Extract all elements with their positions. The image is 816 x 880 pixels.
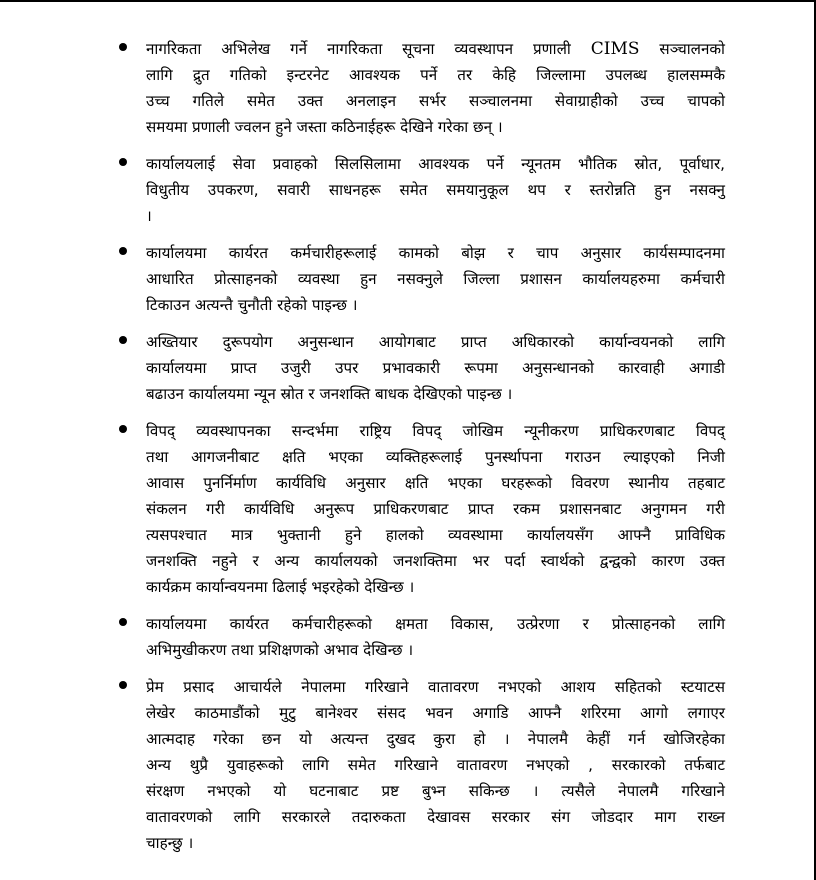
text-line: उच्च गतिले समेत उक्त अनलाइन सर्भर सञ्चालनमा सेवाग्राहीको उच्च चापको bbox=[146, 92, 725, 110]
list-item bbox=[110, 674, 725, 856]
text-line: आवास पुनर्निर्माण कार्यविधि अनुसार क्षति भएका घरहरूको विवरण स्थानीय तहबाट bbox=[146, 474, 725, 492]
text-line: कार्यालयमा कार्यरत कर्मचारीहरूको क्षमता विकास, उत्प्रेरणा र प्रोत्साहनको लागि bbox=[146, 615, 725, 633]
text-line: कार्यक्रम कार्यान्वयनमा ढिलाई भइरहेको देखिन्छ । bbox=[146, 578, 415, 596]
text-line: । bbox=[146, 207, 152, 225]
bullet-list bbox=[110, 36, 725, 867]
text-line: जनशक्ति नहुने र अन्य कार्यालयको जनशक्तिमा भर पर्दा स्वार्थको द्वन्द्वको कारण उक्त bbox=[146, 552, 725, 570]
text-line: समयमा प्रणाली ज्वलन हुने जस्ता कठिनाईहरू देखिने गरेका छन् । bbox=[146, 118, 503, 136]
bullet-icon bbox=[119, 425, 127, 433]
bullet-icon bbox=[119, 158, 127, 166]
list-item bbox=[110, 611, 725, 663]
text-line: नागरिकता अभिलेख गर्ने नागरिकता सूचना व्यवस्थापन प्रणाली CIMS सञ्चालनको bbox=[146, 39, 725, 59]
text-line: तथा आगजनीबाट क्षति भएका व्यक्तिहरूलाई पुनर्स्थापना गराउन ल्याइएको निजी bbox=[146, 448, 725, 466]
text-line: टिकाउन अत्यन्तै चुनौती रहेको पाइन्छ । bbox=[146, 296, 358, 314]
bullet-icon bbox=[119, 247, 127, 255]
text-line: लेखेर काठमाडौंको मुटु बानेश्वर संसद भवन अगाडि आफ्नै शरिरमा आगो लगाएर bbox=[146, 704, 725, 722]
list-item bbox=[110, 418, 725, 600]
bullet-icon bbox=[119, 618, 127, 626]
text-line: लागि द्रुत गतिको इन्टरनेट आवश्यक पर्ने तर केहि जिल्लामा उपलब्ध हालसम्मकै bbox=[146, 66, 725, 84]
text-line: वातावरणको लागि सरकारले तदारुकता देखावस सरकार संग जोडदार माग राख्न bbox=[146, 808, 725, 826]
text-line: संरक्षण नभएको यो घटनाबाट प्रष्ट बुभ्न सकिन्छ । त्यसैले नेपालमै गरिखाने bbox=[146, 782, 725, 800]
text-line: आधारित प्रोत्साहनको व्यवस्था हुन नसक्नुले जिल्ला प्रशासन कार्यालयहरुमा कर्मचारी bbox=[146, 270, 725, 288]
text-line: संकलन गरी कार्यविधि अनुरूप प्राधिकरणबाट प्राप्त रकम प्रशासनबाट अनुगमन गरी bbox=[146, 500, 725, 518]
bullet-icon bbox=[119, 43, 127, 51]
list-item bbox=[110, 36, 725, 140]
text-line: अन्य थुप्रै युवाहरूको लागि समेत गरिखाने वातावरण नभएको , सरकारको तर्फबाट bbox=[146, 756, 725, 774]
list-item bbox=[110, 151, 725, 229]
bullet-icon bbox=[119, 681, 127, 689]
list-item bbox=[110, 329, 725, 407]
text-line: कार्यालयलाई सेवा प्रवाहको सिलसिलामा आवश्यक पर्ने न्यूनतम भौतिक स्रोत, पूर्वाधार, bbox=[146, 155, 725, 173]
text-line: विधुतीय उपकरण, सवारी साधनहरू समेत समयानुकूल थप र स्तरोन्नति हुन नसक्नु bbox=[146, 181, 725, 199]
text-line: त्यसपश्चात मात्र भुक्तानी हुने हालको व्यवस्थामा कार्यालयसँग आफ्नै प्राविधिक bbox=[146, 526, 725, 544]
list-item bbox=[110, 240, 725, 318]
text-line: प्रेम प्रसाद आचार्यले नेपालमा गरिखाने वातावरण नभएको आशय सहितको स्टयाटस bbox=[146, 678, 725, 696]
text-line: अभिमुखीकरण तथा प्रशिक्षणको अभाव देखिन्छ । bbox=[146, 641, 414, 659]
text-line: विपद् व्यवस्थापनका सन्दर्भमा राष्ट्रिय विपद् जोखिम न्यूनीकरण प्राधिकरणबाट विपद् bbox=[146, 422, 725, 440]
text-line: आत्मदाह गरेका छन यो अत्यन्त दुखद कुरा हो । नेपालमै केहीं गर्न खोजिरहेका bbox=[146, 730, 725, 748]
text-line: कार्यालयमा कार्यरत कर्मचारीहरूलाई कामको बोझ र चाप अनुसार कार्यसम्पादनमा bbox=[146, 244, 725, 262]
text-line: अख्तियार दुरूपयोग अनुसन्धान आयोगबाट प्राप्त अधिकारको कार्यान्वयनको लागि bbox=[146, 333, 725, 351]
text-line: बढाउन कार्यालयमा न्यून स्रोत र जनशक्ति बाधक देखिएको पाइन्छ । bbox=[146, 385, 513, 403]
bullet-icon bbox=[119, 336, 127, 344]
text-line: चाहन्छु । bbox=[146, 834, 194, 852]
text-line: कार्यालयमा प्राप्त उजुरी उपर प्रभावकारी रूपमा अनुसन्धानको कारवाही अगाडी bbox=[146, 359, 725, 377]
page-top-border bbox=[0, 0, 816, 2]
